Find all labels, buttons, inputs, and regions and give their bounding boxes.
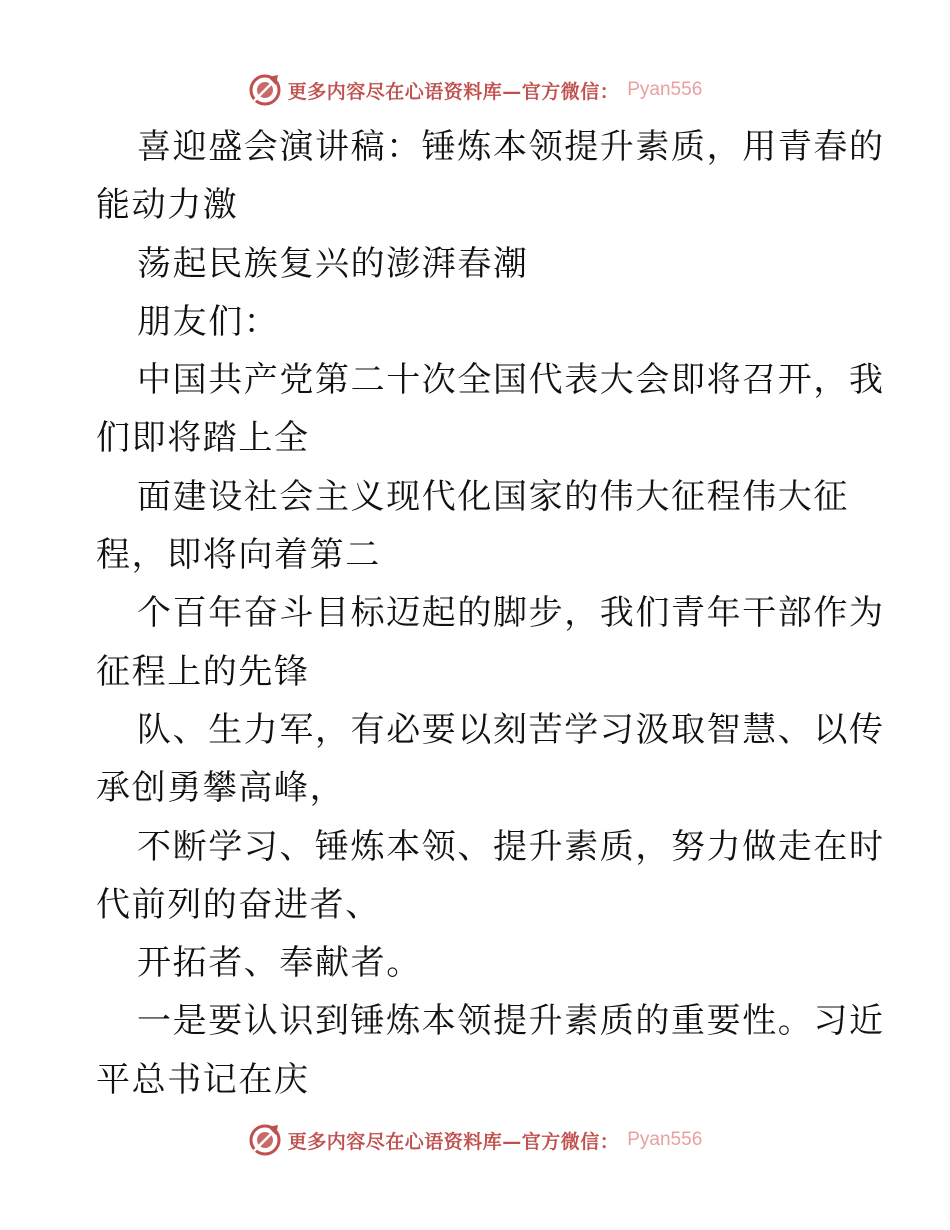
text-line: 能动力激 bbox=[96, 185, 239, 226]
seal-logo-icon bbox=[248, 1123, 282, 1157]
text-line: 朋友们： bbox=[137, 301, 280, 342]
watermark-account: Pyan556 bbox=[627, 79, 703, 100]
text-line: 不断学习、锤炼本领、提升素质，努力做走在时 bbox=[137, 826, 885, 867]
text-line: 荡起民族复兴的澎湃春潮 bbox=[137, 243, 529, 284]
text-line: 中国共产党第二十次全国代表大会即将召开，我 bbox=[137, 360, 885, 401]
footer-watermark bbox=[0, 1120, 950, 1160]
text-line: 队、生力军，有必要以刻苦学习汲取智慧、以传 bbox=[137, 709, 885, 750]
watermark-text: 更多内容尽在心语资料库—官方微信： bbox=[287, 80, 620, 103]
watermark-text: 更多内容尽在心语资料库—官方微信： bbox=[287, 1130, 620, 1153]
text-line: 承创勇攀高峰， bbox=[96, 768, 346, 809]
text-line: 征程上的先锋 bbox=[96, 651, 310, 692]
text-line: 开拓者、奉献者。 bbox=[137, 943, 422, 984]
document-body bbox=[96, 118, 885, 1109]
text-line: 平总书记在庆 bbox=[96, 1059, 310, 1100]
text-line: 们即将踏上全 bbox=[96, 418, 310, 459]
text-line: 代前列的奋进者、 bbox=[96, 884, 381, 925]
text-line: 面建设社会主义现代化国家的伟大征程伟大征 bbox=[137, 476, 849, 517]
seal-logo-icon bbox=[248, 73, 282, 107]
header-watermark bbox=[0, 70, 950, 110]
watermark-account: Pyan556 bbox=[627, 1129, 703, 1150]
text-line: 喜迎盛会演讲稿：锤炼本领提升素质，用青春的 bbox=[137, 127, 885, 167]
text-line: 程，即将向着第二 bbox=[96, 535, 381, 576]
text-line: 一是要认识到锤炼本领提升素质的重要性。习近 bbox=[137, 1001, 885, 1042]
text-line: 个百年奋斗目标迈起的脚步，我们青年干部作为 bbox=[137, 593, 885, 634]
